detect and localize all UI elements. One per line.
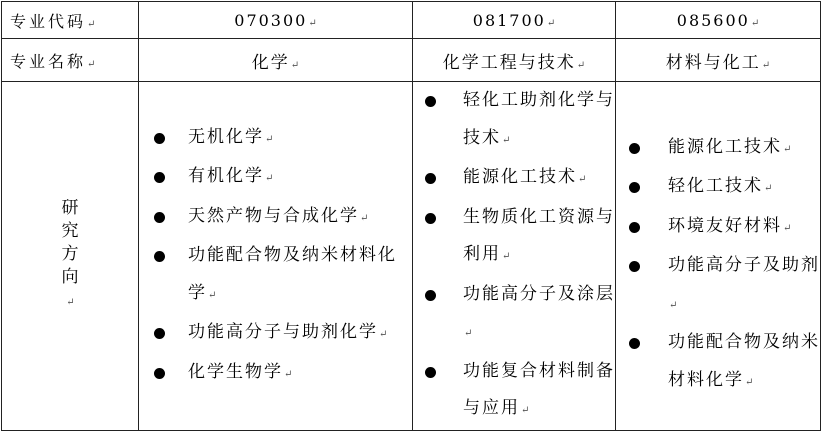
name-cell-2 [413,39,616,82]
paragraph-mark-icon: ↵ [265,133,274,145]
list-item [413,159,615,199]
list-item [413,276,615,353]
major-name: 材料与化工 [665,52,761,73]
list-item [139,198,412,238]
direction-list [413,82,615,430]
direction-label-char: 向 [61,267,79,288]
bullet-icon [629,338,640,349]
paragraph-mark-icon: ↵ [750,17,760,29]
bullet-icon [154,328,165,339]
bullet-icon [425,213,436,224]
paragraph-mark-icon: ↵ [764,183,773,194]
paragraph-mark-icon: ↵ [265,173,274,184]
major-code: 085600 [676,10,750,30]
bullet-icon [154,368,165,379]
paragraph-mark-icon: ↵ [783,222,792,234]
direction-cell-3 [616,82,821,431]
bullet-icon [154,172,165,183]
paragraph-mark-icon: ↵ [502,251,511,262]
paragraph-mark-icon: ↵ [745,376,754,388]
code-cell-1 [139,2,413,39]
code-row [2,2,821,39]
direction-text: 功能高分子与助剂化学 [188,322,378,342]
major-name: 化学 [251,52,290,73]
bullet-icon [425,96,436,107]
code-cell-3 [616,2,821,39]
direction-text: 有机化学 [188,166,264,186]
direction-text: 能源化工技术 [668,136,782,157]
code-row-label-cell [2,2,139,39]
bullet-icon [425,173,436,184]
paragraph-mark-icon: ↵ [379,329,388,340]
code-row-label: 专业代码 [10,11,87,31]
bullet-icon [425,290,436,301]
list-item [413,353,615,430]
paragraph-mark-icon: ↵ [578,174,587,185]
paragraph-mark-icon: ↵ [783,143,792,155]
direction-label-char: 究 [61,221,79,242]
list-item [616,168,820,208]
name-row [2,39,821,82]
paragraph-mark-icon: ↵ [87,18,96,30]
direction-text: 功能高分子及涂层 [463,283,615,304]
direction-row [2,82,821,431]
direction-text: 轻化工助剂化学与技术 [463,90,615,148]
paragraph-mark-icon: ↵ [290,59,300,71]
list-item [139,158,412,198]
bullet-icon [629,143,640,154]
list-item [616,324,820,401]
direction-text: 能源化工技术 [463,167,577,187]
paragraph-mark-icon: ↵ [521,405,530,416]
direction-label-char: 研 [61,198,79,219]
direction-text: 环境友好材料 [668,215,782,236]
major-code: 081700 [472,10,546,30]
paragraph-mark-icon: ↵ [576,59,586,71]
direction-text: 功能高分子及助剂 [668,255,820,275]
bullet-icon [154,133,165,144]
paragraph-mark-icon: ↵ [502,134,511,146]
direction-text: 功能配合物及纳米材料化学 [188,245,397,303]
direction-text: 天然产物与合成化学 [188,205,359,226]
direction-cell-2 [413,82,616,431]
direction-text: 生物质化工资源与利用 [463,206,615,264]
bullet-icon [425,367,436,378]
list-item [413,199,615,276]
paragraph-mark-icon: ↵ [308,17,317,29]
direction-text: 无机化学 [188,126,264,147]
list-item [139,119,412,159]
name-cell-1 [139,39,413,82]
major-code: 070300 [234,10,308,30]
direction-list [616,129,820,402]
bullet-icon [154,212,165,223]
major-table [1,1,821,431]
list-item [616,247,820,324]
name-row-label-cell [2,39,139,82]
list-item [139,237,412,314]
paragraph-mark-icon: ↵ [87,58,96,70]
bullet-icon [629,222,640,233]
direction-text: 功能复合材料制备与应用 [463,360,615,418]
direction-cell-1 [139,82,413,431]
name-row-label: 专业名称 [10,51,87,71]
major-name: 化学工程与技术 [442,52,576,73]
paragraph-mark-icon: ↵ [66,297,75,309]
list-item [413,82,615,159]
bullet-icon [629,182,640,193]
list-item [139,354,412,394]
paragraph-mark-icon: ↵ [464,328,473,339]
list-item [616,129,820,169]
paragraph-mark-icon: ↵ [208,289,217,301]
code-cell-2 [413,2,616,39]
list-item [616,208,820,248]
direction-text: 化学生物学 [188,361,283,382]
paragraph-mark-icon: ↵ [360,212,369,224]
direction-row-label [2,82,139,431]
direction-text: 功能配合物及纳米材料化学 [668,332,820,390]
direction-text: 轻化工技术 [668,176,763,196]
direction-label-char: 方 [61,244,79,265]
name-cell-3 [616,39,821,82]
list-item [139,314,412,354]
paragraph-mark-icon: ↵ [761,59,771,71]
paragraph-mark-icon: ↵ [284,368,293,380]
direction-list [139,119,412,394]
bullet-icon [629,261,640,272]
paragraph-mark-icon: ↵ [669,299,678,311]
paragraph-mark-icon: ↵ [546,17,556,29]
bullet-icon [154,251,165,262]
